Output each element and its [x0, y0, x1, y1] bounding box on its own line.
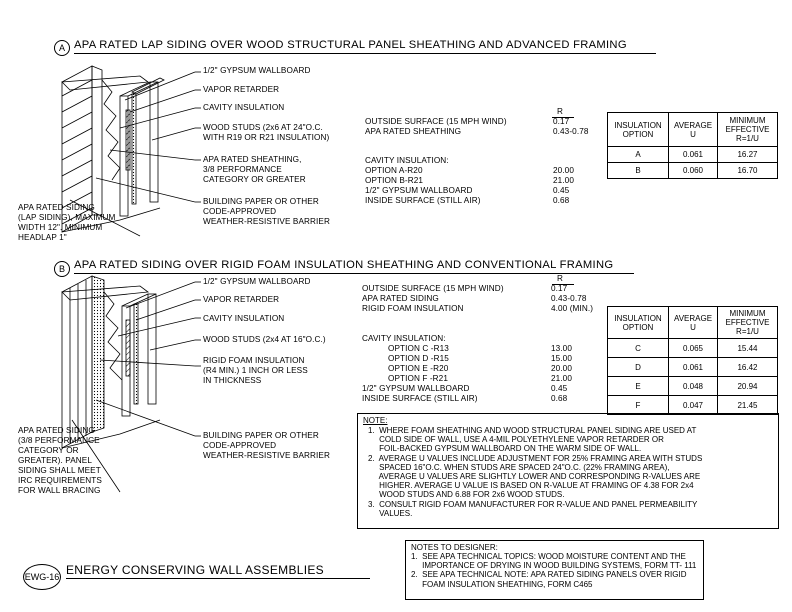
b-r-value-9: 0.68	[551, 394, 568, 403]
a-table-header-option: INSULATION OPTION	[608, 113, 669, 147]
a-r-label-2: CAVITY INSULATION:	[365, 156, 449, 165]
b-r-header: R	[557, 274, 564, 283]
b-r-label-8: 1/2" GYPSUM WALLBOARD	[362, 384, 470, 393]
a-callout-building-paper-3: WEATHER-RESISTIVE BARRIER	[203, 217, 330, 226]
b-siding-note-1: APA RATED SIDING	[18, 426, 95, 435]
b-r-label-5: OPTION D -R15	[388, 354, 449, 363]
a-callout-cavity-insulation: CAVITY INSULATION	[203, 103, 285, 112]
a-r-value-4: 21.00	[553, 176, 574, 185]
a-callout-sheathing: APA RATED SHEATHING,	[203, 155, 302, 164]
note-body: 1. WHERE FOAM SHEATHING AND WOOD STRUCTURAL PANEL SIDING ARE USED AT COLD SIDE OF WALL, USE A 4-MIL POLYETHYLENE VAPOR RETARDER OR FOIL-BACKED GYPSUM WALLBOARD ON THE WARM SIDE OF WALL. 2. AVERAGE U VALUES INCLUDE ADJUSTMENT FOR 25% FRAMING AREA WITH STUDS SPACED 16"O.C. WHEN STUDS ARE SPACED 24"O.C. (22% FRAMING AREA), AVERAGE U VALUES ARE SLIGHTLY LOWER AND CORRESPONDING R-VALUES ARE HIGHER. AVERAGE U VALUE IS BASED ON R-VALUE AT FRAMING OF 4.38 FOR 2x4 WOOD STUDS AND 6.88 FOR 2x6 WOOD STUDS. 3. CONSULT RIGID FOAM MANUFACTURER FOR R-VALUE AND PANEL PERMEABILITY VALUES.	[368, 426, 703, 518]
a-table-cell: 0.061	[669, 147, 718, 163]
b-callout-cavity-insulation: CAVITY INSULATION	[203, 314, 285, 323]
a-table-cell: 16.27	[718, 147, 778, 163]
a-u-value-table	[607, 112, 778, 179]
b-table-cell: 21.45	[718, 396, 778, 415]
b-callout-rigid-foam-2: (R4 MIN.) 1 INCH OR LESS	[203, 366, 308, 375]
section-a-marker: A	[54, 40, 70, 56]
a-r-label-5: 1/2" GYPSUM WALLBOARD	[365, 186, 473, 195]
b-r-value-7: 21.00	[551, 374, 572, 383]
section-b-marker: B	[54, 261, 70, 277]
b-r-label-3: CAVITY INSULATION:	[362, 334, 446, 343]
a-callout-sheathing-2: 3/8 PERFORMANCE	[203, 165, 282, 174]
b-r-value-2: 4.00 (MIN.)	[551, 304, 594, 313]
b-siding-note-5: SIDING SHALL MEET	[18, 466, 101, 475]
a-r-label-3: OPTION A-R20	[365, 166, 423, 175]
a-table-header-min-r: MINIMUM EFFECTIVE R=1/U	[718, 113, 778, 147]
a-r-label-0: OUTSIDE SURFACE (15 MPH WIND)	[365, 117, 507, 126]
note-heading: NOTE:	[363, 416, 388, 425]
b-callout-building-paper-2: CODE-APPROVED	[203, 441, 277, 450]
a-callout-building-paper-2: CODE-APPROVED	[203, 207, 277, 216]
b-r-value-6: 20.00	[551, 364, 572, 373]
b-r-value-8: 0.45	[551, 384, 568, 393]
a-table-cell: A	[608, 147, 669, 163]
callout-leader-ticks	[195, 72, 201, 436]
a-r-label-4: OPTION B-R21	[365, 176, 424, 185]
b-r-label-0: OUTSIDE SURFACE (15 MPH WIND)	[362, 284, 504, 293]
designer-notes-heading: NOTES TO DESIGNER:	[411, 543, 498, 552]
a-table-header-avg-u: AVERAGE U	[669, 113, 718, 147]
a-table-cell: 0.060	[669, 163, 718, 179]
section-b-title-underline	[74, 273, 634, 274]
b-siding-note-7: FOR WALL BRACING	[18, 486, 101, 495]
b-siding-note-6: IRC REQUIREMENTS	[18, 476, 102, 485]
a-siding-note-2: (LAP SIDING), MAXIMUM	[18, 213, 116, 222]
section-b-title: APA RATED SIDING OVER RIGID FOAM INSULATION SHEATHING AND CONVENTIONAL FRAMING	[74, 259, 614, 271]
a-r-label-1: APA RATED SHEATHING	[365, 127, 462, 136]
a-siding-note-4: HEADLAP 1"	[18, 233, 67, 242]
a-callout-gypsum: 1/2" GYPSUM WALLBOARD	[203, 66, 311, 75]
a-callout-building-paper: BUILDING PAPER OR OTHER	[203, 197, 319, 206]
b-r-label-4: OPTION C -R13	[388, 344, 449, 353]
b-table-cell: 20.94	[718, 377, 778, 396]
b-r-value-0: 0.17	[551, 284, 568, 293]
a-r-value-6: 0.68	[553, 196, 570, 205]
b-table-cell: 0.048	[669, 377, 718, 396]
b-table-cell: 0.047	[669, 396, 718, 415]
a-table-cell: 16.70	[718, 163, 778, 179]
a-siding-note-1: APA RATED SIDING	[18, 203, 95, 212]
a-callout-wood-studs-2: WITH R19 OR R21 INSULATION)	[203, 133, 330, 142]
b-table-cell: C	[608, 339, 669, 358]
b-r-label-6: OPTION E -R20	[388, 364, 449, 373]
b-siding-note-3: CATEGORY OR	[18, 446, 79, 455]
sheet-title-underline	[66, 578, 370, 579]
b-r-label-2: RIGID FOAM INSULATION	[362, 304, 464, 313]
b-u-value-table	[607, 306, 778, 415]
b-r-value-1: 0.43-0.78	[551, 294, 587, 303]
b-callout-building-paper: BUILDING PAPER OR OTHER	[203, 431, 319, 440]
a-r-header: R	[557, 107, 564, 116]
b-r-value-5: 15.00	[551, 354, 572, 363]
b-table-cell: E	[608, 377, 669, 396]
b-table-cell: D	[608, 358, 669, 377]
b-table-header-option: INSULATION OPTION	[608, 307, 669, 339]
b-table-cell: 15.44	[718, 339, 778, 358]
b-table-header-avg-u: AVERAGE U	[669, 307, 718, 339]
b-callout-rigid-foam-3: IN THICKNESS	[203, 376, 262, 385]
b-callout-vapor-retarder: VAPOR RETARDER	[203, 295, 280, 304]
b-callout-gypsum: 1/2" GYPSUM WALLBOARD	[203, 277, 311, 286]
section-a-title-underline	[74, 53, 656, 54]
designer-notes-body: 1. SEE APA TECHNICAL TOPICS: WOOD MOISTURE CONTENT AND THE IMPORTANCE OF DRYING IN WOOD BUILDING SYSTEMS, FORM TT- 111 2. SEE APA TECHNICAL NOTE: APA RATED SIDING PANELS OVER RIGID FOAM INSULATION SHEATHING, FORM C465	[411, 552, 697, 589]
a-callout-sheathing-3: CATEGORY OR GREATER	[203, 175, 306, 184]
b-callout-building-paper-3: WEATHER-RESISTIVE BARRIER	[203, 451, 330, 460]
a-siding-note-3: WIDTH 12". MINIMUM	[18, 223, 103, 232]
sheet-title: ENERGY CONSERVING WALL ASSEMBLIES	[66, 563, 324, 577]
b-r-label-7: OPTION F -R21	[388, 374, 448, 383]
section-a-title: APA RATED LAP SIDING OVER WOOD STRUCTURAL PANEL SHEATHING AND ADVANCED FRAMING	[74, 39, 627, 51]
a-r-label-6: INSIDE SURFACE (STILL AIR)	[365, 196, 481, 205]
b-callout-wood-studs: WOOD STUDS (2x4 AT 16"O.C.)	[203, 335, 326, 344]
b-table-cell: 0.065	[669, 339, 718, 358]
b-table-cell: 0.061	[669, 358, 718, 377]
a-r-value-0: 0.17	[553, 117, 570, 126]
b-table-cell: 16.42	[718, 358, 778, 377]
a-r-value-1: 0.43-0.78	[553, 127, 589, 136]
a-callout-wood-studs: WOOD STUDS (2x6 AT 24"O.C.	[203, 123, 323, 132]
b-r-label-9: INSIDE SURFACE (STILL AIR)	[362, 394, 478, 403]
b-r-label-1: APA RATED SIDING	[362, 294, 439, 303]
b-callout-rigid-foam: RIGID FOAM INSULATION	[203, 356, 305, 365]
a-r-value-5: 0.45	[553, 186, 570, 195]
sheet-id-badge: EWG-16	[23, 564, 61, 590]
b-siding-note-4: GREATER). PANEL	[18, 456, 92, 465]
b-r-value-4: 13.00	[551, 344, 572, 353]
b-table-cell: F	[608, 396, 669, 415]
b-table-header-min-r: MINIMUM EFFECTIVE R=1/U	[718, 307, 778, 339]
a-callout-vapor-retarder: VAPOR RETARDER	[203, 85, 280, 94]
b-siding-note-2: (3/8 PERFORMANCE	[18, 436, 100, 445]
a-table-cell: B	[608, 163, 669, 179]
a-r-value-3: 20.00	[553, 166, 574, 175]
